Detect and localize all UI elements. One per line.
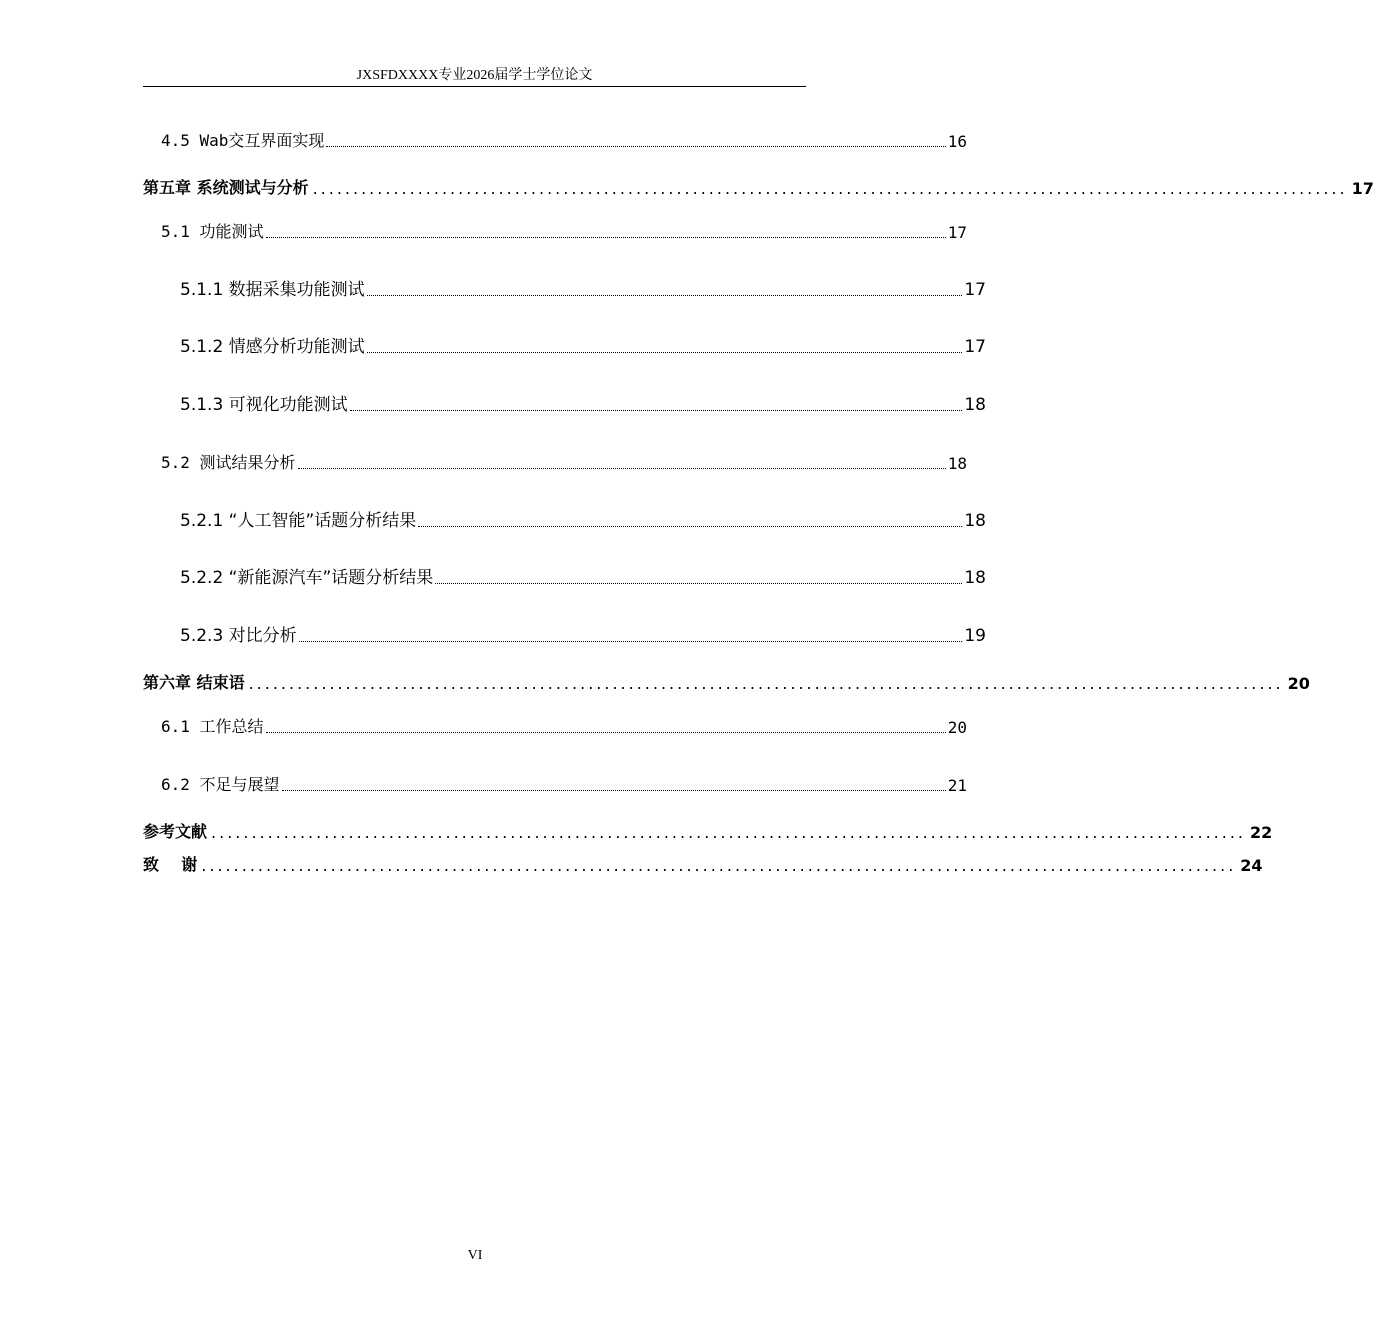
toc-leader [435, 565, 962, 584]
running-header: JXSFDXXXX专业2026届学士学位论文 [356, 68, 593, 83]
toc-entry-label: 5.2.2 “新能源汽车”话题分析结果 [180, 568, 434, 588]
toc-leader [282, 772, 946, 791]
toc-leader [266, 714, 946, 733]
toc-entry-label: 致 谢 [143, 855, 198, 874]
toc-entry-label: 5.1.3 可视化功能测试 [180, 395, 348, 415]
toc-entry-label: 5.2 测试结果分析 [161, 453, 296, 472]
toc-leader [249, 674, 1284, 693]
toc-page-number: 22 [1250, 823, 1273, 842]
toc-leader [211, 823, 1246, 842]
toc-leader [299, 623, 963, 642]
toc-leader [326, 128, 945, 147]
toc-page-number: 20 [1287, 674, 1310, 693]
toc-entry-6-2[interactable] [0, 771, 967, 795]
toc-entry-references[interactable] [0, 818, 1273, 842]
toc-page-number: 19 [964, 626, 986, 646]
toc-page-number: 17 [964, 337, 986, 357]
toc-entry-label: 5.2.3 对比分析 [180, 626, 297, 646]
toc-leader [266, 219, 946, 238]
toc-page-number: 20 [947, 718, 967, 737]
toc-entry-label: 6.1 工作总结 [161, 717, 264, 736]
toc-page-number: 18 [964, 395, 986, 415]
toc-entry-4-5[interactable] [0, 127, 967, 151]
toc-page-number: 21 [947, 776, 967, 795]
toc-page-number: 16 [947, 132, 967, 151]
toc-entry-acknowledgements[interactable] [0, 851, 1263, 875]
toc-entry-5-1[interactable] [0, 218, 967, 242]
toc-leader [350, 392, 963, 411]
toc-leader [367, 334, 963, 353]
page-number: VI [467, 1248, 483, 1263]
toc-page-number: 18 [964, 568, 986, 588]
toc-entry-5-2-2[interactable] [0, 564, 986, 588]
toc-leader [367, 277, 963, 296]
toc-entry-chapter-6[interactable] [0, 669, 1310, 693]
toc-leader [418, 508, 962, 527]
toc-entry-label: 5.2.1 “人工智能”话题分析结果 [180, 511, 417, 531]
toc-entry-label: 4.5 Wab交互界面实现 [161, 131, 325, 150]
toc-entry-label: 第六章 结束语 [143, 673, 245, 692]
toc-entry-label: 6.2 不足与展望 [161, 775, 280, 794]
toc-entry-5-1-2[interactable] [0, 333, 986, 357]
toc-page-number: 17 [947, 223, 967, 242]
toc-entry-label: 5.1 功能测试 [161, 222, 264, 241]
toc-page-number: 17 [964, 280, 986, 300]
toc-entry-6-1[interactable] [0, 713, 967, 737]
toc-entry-5-2-3[interactable] [0, 622, 986, 646]
toc-entry-label: 5.1.1 数据采集功能测试 [180, 280, 365, 300]
toc-entry-5-2[interactable] [0, 449, 967, 473]
toc-leader [201, 856, 1236, 875]
toc-page-number: 24 [1240, 856, 1263, 875]
toc-entry-chapter-5[interactable] [0, 174, 1374, 198]
toc-page-number: 18 [964, 511, 986, 531]
toc-page-number: 17 [1351, 179, 1374, 198]
toc-entry-label: 第五章 系统测试与分析 [143, 178, 309, 197]
toc-entry-5-1-1[interactable] [0, 276, 986, 300]
toc-entry-5-1-3[interactable] [0, 391, 986, 415]
toc-entry-label: 参考文献 [143, 822, 208, 841]
header-rule [143, 86, 806, 87]
toc-entry-5-2-1[interactable] [0, 507, 986, 531]
toc-leader [313, 179, 1348, 198]
toc-entry-label: 5.1.2 情感分析功能测试 [180, 337, 365, 357]
toc-page-number: 18 [947, 454, 967, 473]
toc-leader [298, 450, 946, 469]
